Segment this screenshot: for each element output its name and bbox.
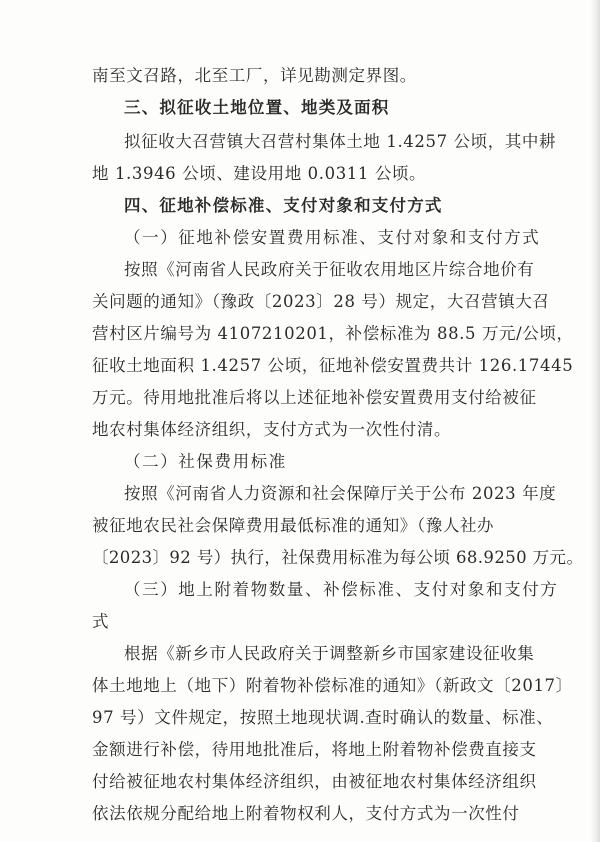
section-heading-3: 三、拟征收土地位置、地类及面积: [124, 98, 390, 117]
body-text-line: 被征地农民社会保障费用最低标准的通知》（豫人社办: [92, 516, 495, 535]
subsection-heading-1: （一）征地补偿安置费用标准、支付对象和支付方式: [124, 228, 541, 247]
body-text-line: 〔2023〕92 号）执行，社保费用标准为每公顷 68.9250 万元。: [92, 548, 584, 567]
body-text-line: 营村区片编号为 4107210201，补偿标准为 88.5 万元/公顷，: [92, 324, 574, 343]
body-text-line: 关问题的通知》（豫政〔2023〕28 号）规定，大召营镇大召: [92, 292, 550, 311]
page-edge-shadow: [590, 0, 600, 842]
body-text-line: 南至文召路，北至工厂，详见勘测定界图。: [92, 66, 417, 85]
body-text-line: 体土地地上（地下）附着物补偿标准的通知》（新政文〔2017〕: [92, 676, 573, 695]
body-text-line: 地农村集体经济组织，支付方式为一次性付清。: [92, 420, 452, 439]
section-heading-4: 四、征地补偿标准、支付对象和支付方式: [124, 196, 443, 215]
body-text-line: 征收土地面积 1.4257 公顷，征地补偿安置费共计 126.17445: [92, 356, 574, 375]
body-text-line: 97 号）文件规定，按照土地现状调.查时确认的数量、标准、: [92, 708, 554, 727]
subsection-heading-3-cont: 式: [92, 612, 111, 631]
body-text-line: 付给被征地农村集体经济组织，由被征地农村集体经济组织: [92, 772, 537, 791]
subsection-heading-2: （二）社保费用标准: [124, 452, 287, 471]
body-text-line: 万元。待用地批准后将以上述征地补偿安置费用支付给被征: [92, 388, 537, 407]
body-text-line: 根据《新乡市人民政府关于调整新乡市国家建设征收集: [124, 644, 535, 663]
body-text-line: 按照《河南省人力资源和社会保障厅关于公布 2023 年度: [124, 484, 557, 503]
body-text-line: 拟征收大召营镇大召营村集体土地 1.4257 公顷，其中耕: [124, 132, 557, 151]
subsection-heading-3: （三）地上附着物数量、补偿标准、支付对象和支付方: [124, 580, 559, 599]
body-text-line: 按照《河南省人民政府关于征收农用地区片综合地价有: [124, 260, 535, 279]
body-text-line: 金额进行补偿，待用地批准后，将地上附着物补偿费直接支: [92, 740, 537, 759]
body-text-line: 地 1.3946 公顷、建设用地 0.0311 公顷。: [92, 164, 427, 183]
body-text-line: 依法依规分配给地上附着物权利人，支付方式为一次性付: [92, 804, 520, 823]
